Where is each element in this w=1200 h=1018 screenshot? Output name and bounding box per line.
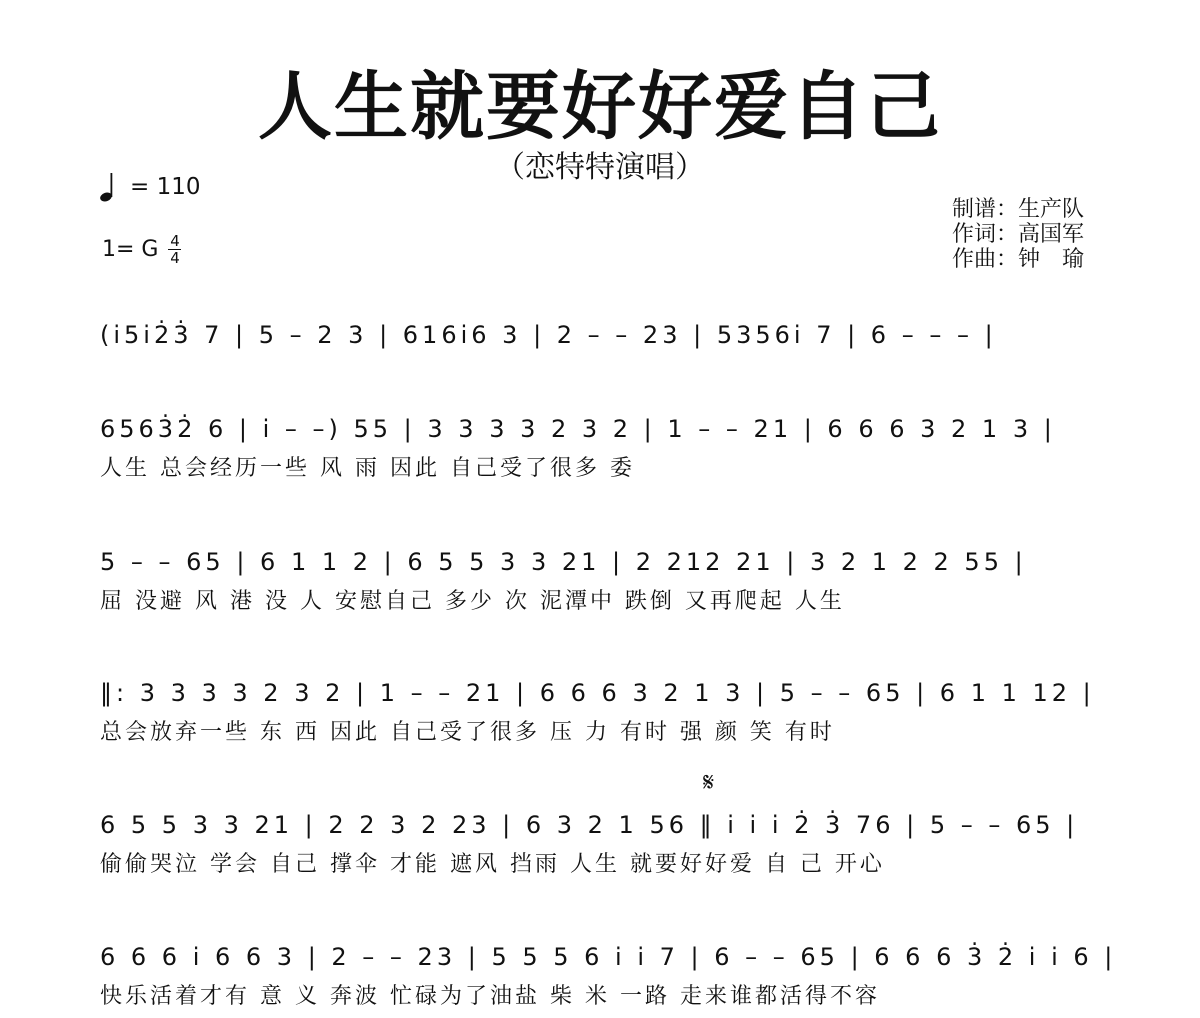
score-line-2-notes: 6563̇2̇ 6 | i – –) 55 | 3 3 3 3 2 3 2 | 1 – – 21 | 6 6 6 3 2 1 3 |: [100, 415, 1056, 443]
song-subtitle: （恋特特演唱）: [495, 150, 705, 185]
credit-composer: 作曲：钟 瑜: [952, 247, 1085, 272]
key-signature: [102, 234, 181, 265]
score-line-3-lyrics: 屈 没避 风 港 没 人 安慰自己 多少 次 泥潭中 跌倒 又再爬起 人生: [100, 589, 845, 614]
time-signature-bottom: 4: [170, 249, 180, 267]
quarter-note-icon: [100, 171, 116, 203]
score-line-1-notes: (i5i2̇3̇ 7 | 5 – 2 3 | 616i6 3 | 2 – – 23 | 5356i 7 | 6 – – – |: [100, 321, 997, 349]
credits: [952, 197, 1084, 272]
score-line-4-lyrics: 总会放弃一些 东 西 因此 自己受了很多 压 力 有时 强 颜 笑 有时: [100, 720, 835, 745]
score-line-5-lyrics: 偷偷哭泣 学会 自己 撑伞 才能 遮风 挡雨 人生 就要好好爱 自 己 开心: [100, 852, 885, 877]
score-line-5-notes: 6 5 5 3 3 21 | 2 2 3 2 23 | 6 3 2 1 56 ‖ i i i 2̇ 3̇ 76 | 5 – – 65 |: [100, 811, 1079, 839]
tempo-value: = 110: [130, 174, 201, 200]
tempo-marking: [100, 170, 200, 204]
score-line-6-lyrics: 快乐活着才有 意 义 奔波 忙碌为了油盐 柴 米 一路 走来谁都活得不容: [100, 984, 880, 1009]
key-label: 1= G: [102, 237, 159, 262]
score-line-2-lyrics: 人生 总会经历一些 风 雨 因此 自己受了很多 委: [100, 456, 635, 481]
credit-lyricist: 作词：高国军: [952, 222, 1085, 247]
time-signature-top: 4: [170, 232, 180, 250]
credit-arranger: 制谱：生产队: [952, 197, 1085, 222]
song-title: 人生就要好好爱自己: [258, 64, 942, 150]
time-signature: [168, 234, 181, 265]
segno-sign: 𝄋: [703, 768, 715, 798]
score-line-6-notes: 6 6 6 i 6 6 3 | 2 – – 23 | 5 5 5 6 i i 7 | 6 – – 65 | 6 6 6 3̇ 2̇ i i 6 |: [100, 943, 1117, 971]
score-line-4-notes: ‖: 3 3 3 3 2 3 2 | 1 – – 21 | 6 6 6 3 2 1 3 | 5 – – 65 | 6 1 1 12 |: [100, 679, 1095, 707]
score-line-3-notes: 5 – – 65 | 6 1 1 2 | 6 5 5 3 3 21 | 2 212 21 | 3 2 1 2 2 55 |: [100, 548, 1027, 576]
